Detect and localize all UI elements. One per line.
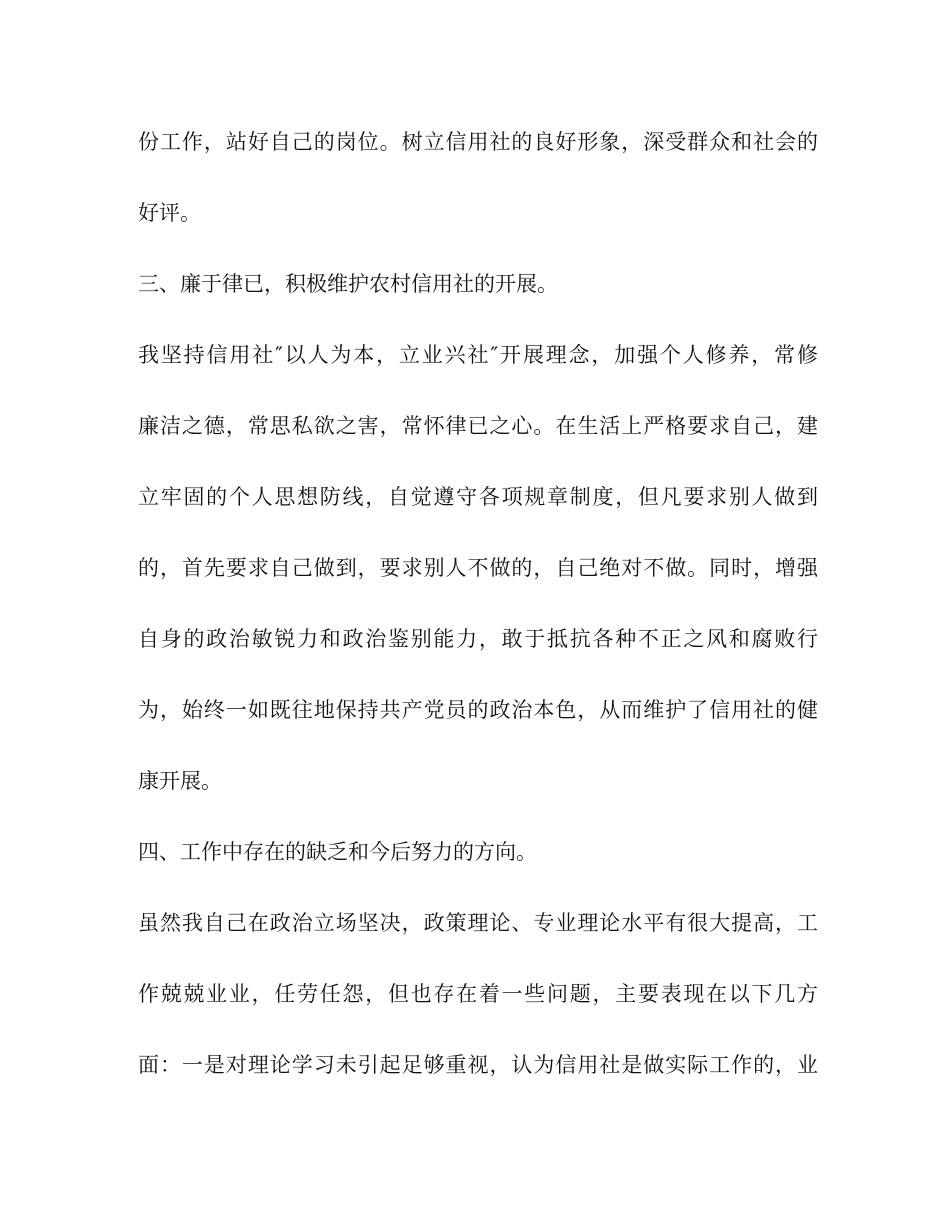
text-line: 面：一是对理论学习未引起足够重视，认为信用社是做实际工作的，业 (138, 1053, 818, 1077)
section-heading: 三、廉于律已，积极维护农村信用社的开展。 (138, 272, 558, 296)
text-line: 康开展。 (138, 769, 222, 793)
text-line: 自身的政治敏锐力和政治鉴别能力，敢于抵抗各种不正之风和腐败行 (138, 627, 818, 651)
text-line: 我坚持信用社″以人为本，立业兴社″开展理念，加强个人修养，常修 (138, 343, 818, 367)
text-line: 虽然我自己在政治立场坚决，政策理论、专业理论水平有很大提高，工 (138, 911, 818, 935)
text-line: 立牢固的个人思想防线，自觉遵守各项规章制度，但凡要求别人做到 (138, 485, 818, 509)
text-line: 的，首先要求自己做到，要求别人不做的，自己绝对不做。同时，增强 (138, 556, 818, 580)
text-line: 份工作，站好自己的岗位。树立信用社的良好形象，深受群众和社会的 (138, 130, 818, 154)
section-heading: 四、工作中存在的缺乏和今后努力的方向。 (138, 840, 537, 864)
text-line: 作兢兢业业，任劳任怨，但也存在着一些问题，主要表现在以下几方 (138, 982, 818, 1006)
text-line: 为，始终一如既往地保持共产党员的政治本色，从而维护了信用社的健 (138, 698, 818, 722)
text-line: 廉洁之德，常思私欲之害，常怀律已之心。在生活上严格要求自己，建 (138, 414, 818, 438)
text-line: 好评。 (138, 201, 201, 225)
